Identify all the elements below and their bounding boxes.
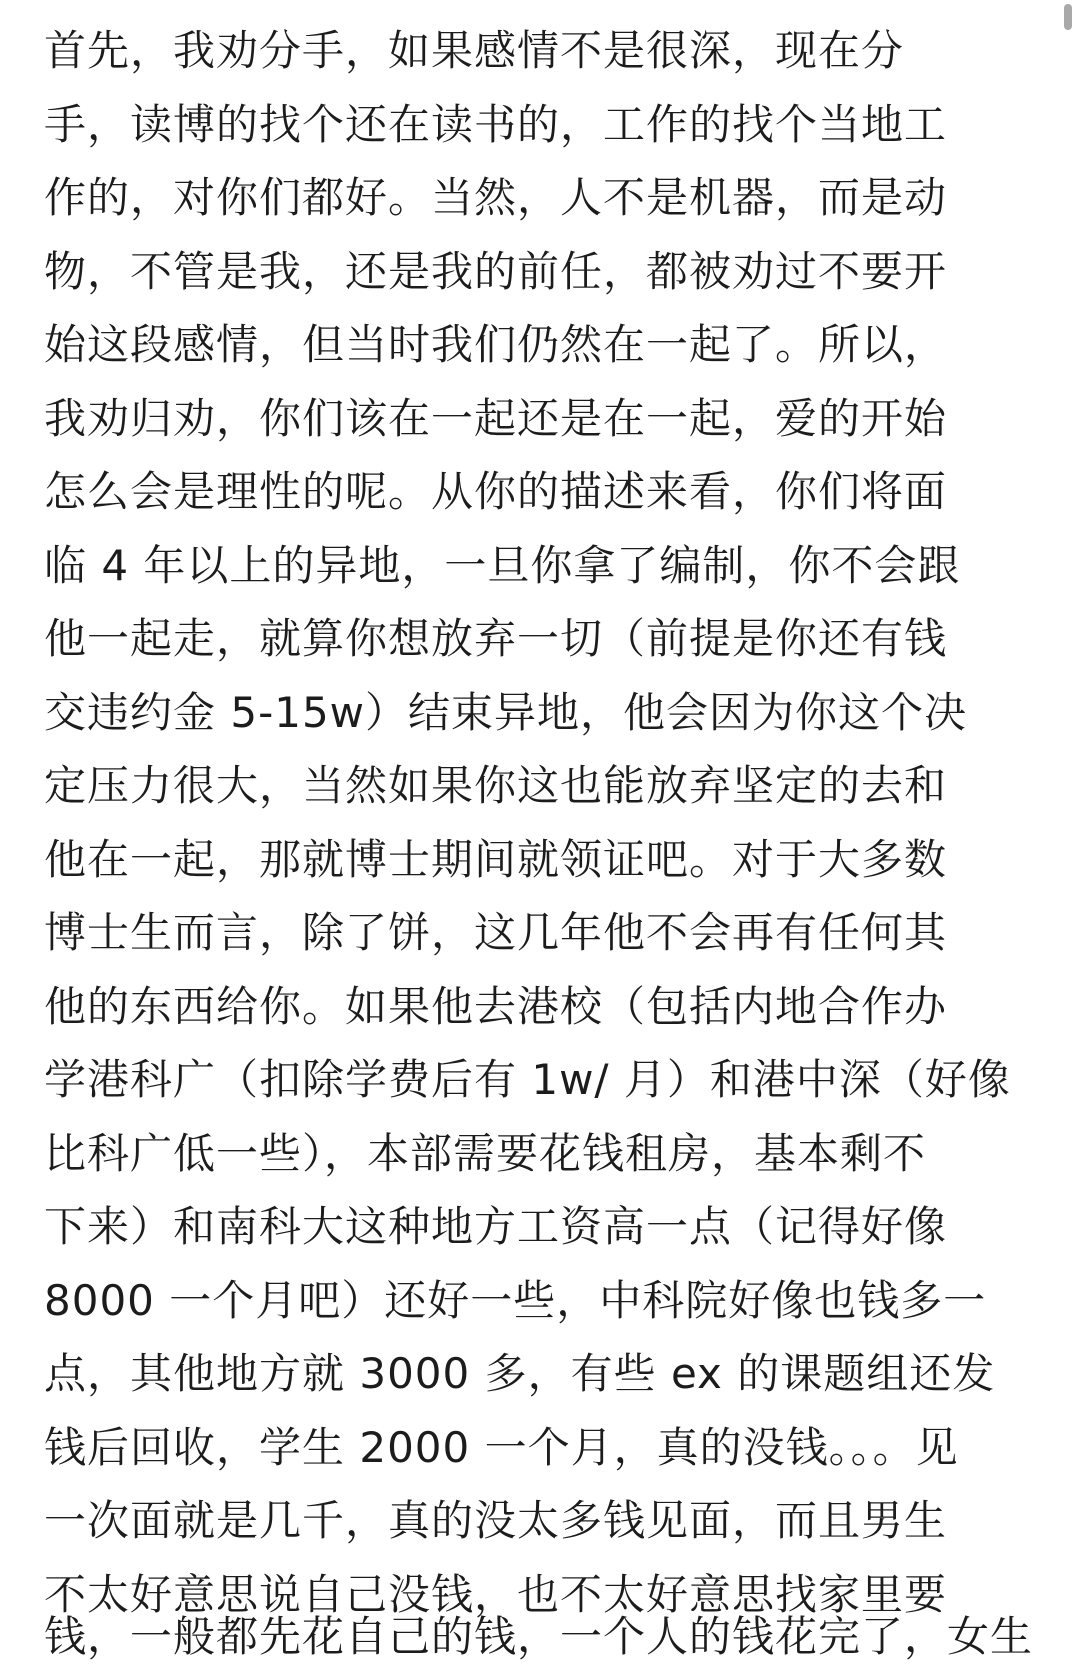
post-line: 他一起走，就算你想放弃一切（前提是你还有钱 bbox=[44, 614, 948, 663]
post-line: 我劝归劝，你们该在一起还是在一起，爱的开始 bbox=[44, 393, 948, 443]
post-line: 比科广低一些），本部需要花钱租房，基本剩不 bbox=[44, 1128, 927, 1178]
post-line: 钱后回收，学生 2000 一个月，真的没钱。。。见 bbox=[44, 1422, 959, 1472]
post-line: 物，不管是我，还是我的前任，都被劝过不要开 bbox=[44, 246, 948, 296]
post-line-cut-off-text: 钱，一般都先花自己的钱，一个人的钱花完了，女生 bbox=[44, 1612, 1034, 1661]
post-line: 他在一起，那就博士期间就领证吧。对于大多数 bbox=[44, 834, 948, 884]
post-line: 他的东西给你。如果他去港校（包括内地合作办 bbox=[44, 981, 948, 1031]
scrollbar-thumb[interactable] bbox=[1064, 4, 1072, 30]
post-line: 定压力很大，当然如果你这也能放弃坚定的去和 bbox=[44, 761, 948, 810]
scrollbar[interactable] bbox=[1050, 0, 1080, 1672]
post-line: 下来）和南科大这种地方工资高一点（记得好像 bbox=[44, 1202, 948, 1251]
post-body-text bbox=[44, 14, 1044, 1631]
post-line: 8000 一个月吧）还好一些，中科院好像也钱多一 bbox=[44, 1275, 987, 1325]
post-line: 首先，我劝分手，如果感情不是很深，现在分 bbox=[44, 26, 905, 75]
post-line: 作的，对你们都好。当然，人不是机器，而是动 bbox=[44, 173, 948, 222]
post-line: 怎么会是理性的呢。从你的描述来看，你们将面 bbox=[44, 467, 948, 516]
post-line: 不太好意思说自己没钱，也不太好意思找家里要 bbox=[44, 1569, 948, 1619]
post-line: 博士生而言，除了饼，这几年他不会再有任何其 bbox=[44, 908, 948, 957]
post-line: 一次面就是几千，真的没太多钱见面，而且男生 bbox=[44, 1496, 948, 1545]
post-line: 始这段感情，但当时我们仍然在一起了。所以， bbox=[44, 320, 948, 369]
post-line: 学港科广（扣除学费后有 1w/ 月）和港中深（好像 bbox=[44, 1055, 1011, 1104]
post-line: 点，其他地方就 3000 多，有些 ex 的课题组还发 bbox=[44, 1349, 996, 1398]
post-line: 手，读博的找个还在读书的，工作的找个当地工 bbox=[44, 99, 948, 149]
post-line: 临 4 年以上的异地，一旦你拿了编制，你不会跟 bbox=[44, 540, 961, 590]
post-line-cut-off bbox=[44, 1612, 1044, 1674]
post-line: 交违约金 5-15w）结束异地，他会因为你这个决 bbox=[44, 687, 968, 737]
